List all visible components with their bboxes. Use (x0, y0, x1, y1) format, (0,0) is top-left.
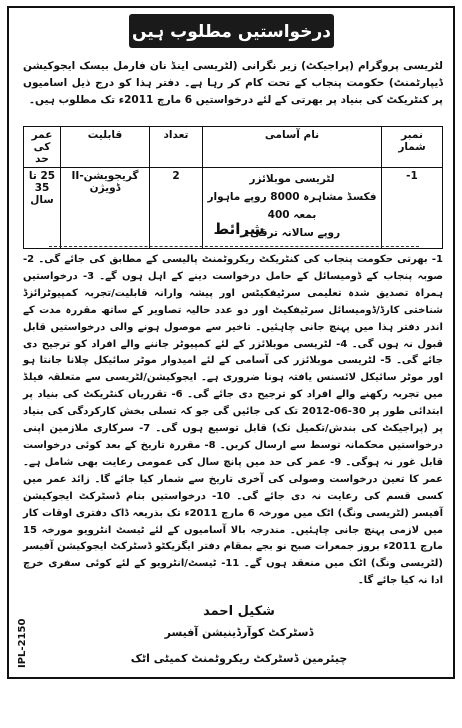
post-salary: فکسڈ مشاہرہ 8000 روپے ماہوار بمعہ 400 (207, 191, 377, 221)
cell-qualification: گریجویشن-II ڈویژن (61, 168, 150, 249)
terms-divider (49, 246, 419, 247)
signatory-name: شکیل احمد (203, 604, 275, 619)
header-count: تعداد (150, 127, 203, 168)
advertisement-page (7, 6, 455, 679)
cell-serial: 1- (382, 168, 443, 249)
advertisement-title: درخواستیں مطلوب ہیں (129, 14, 334, 48)
reference-code-wrapper (17, 618, 31, 728)
reference-code: IPL-2150 (17, 618, 28, 668)
header-serial: نمبر شمار (382, 127, 443, 168)
signatory-designation: ڈسٹرکٹ کوآرڈینیشن آفیسر (164, 626, 314, 639)
terms-heading: شرائط (213, 220, 265, 238)
cell-count: 2 (150, 168, 203, 249)
header-age-limit: عمر کی حد (24, 127, 61, 168)
post-title: لٹریسی موبلائزر (249, 173, 335, 185)
signatory-committee: چیئرمین ڈسٹرکٹ ریکروٹمنٹ کمیٹی اٹک (130, 652, 348, 665)
posts-table-header-row (24, 127, 443, 168)
intro-paragraph: لٹریسی پروگرام (پراجیکٹ) زیر نگرانی (لٹریسی اینڈ نان فارمل بیسک ایجوکیشن ڈیپارٹمنٹ) حکومت پنجاب کے تحت کام کر رہا ہے۔ دفتر ہذا کو درج ذیل اسامیوں پر کنٹریکٹ کی بنیاد پر بھرتی کے لئے درخواستیں 6 مارچ 2011ء تک مطلوب ہیں۔ (23, 60, 443, 106)
terms-paragraph: 1- بھرتی حکومت پنجاب کی کنٹریکٹ ریکروٹمنٹ پالیسی کے مطابق کی جائے گی۔ 2- صوبہ پنجاب کے ڈومیسائل کے حامل درخواست دینے کے اہل ہوں گے۔ 3- درخواستیں ہمراہ تصدیق شدہ تعلیمی سرٹیفکیٹس اور پیشہ وارانہ قابلیت/تجربہ کمپیوٹرائزڈ شناختی کارڈ/ڈومیسائل سرٹیفکیٹ اور دو عدد حالیہ تصاویر کے ساتھ مقررہ مدت کے اندر دفتر ہذا میں پہنچ جانی چاہئیں۔ تاخیر سے موصول ہونے والی درخواستیں قابل قبول نہ ہوں گی۔ 4- لٹریسی موبلائزر کے لئے کمپیوٹر جاننے والے افراد کو ترجیح دی جائے گی۔ 5- لٹریسی موبلائزر کی آسامی کے لئے امیدوار موٹر سائیکل چلانا جانتا ہو اور موٹر سائیکل لائسنس یافتہ ہونا ضروری ہے۔ ایجوکیشن/لٹریسی سے متعلقہ فیلڈ میں تجربہ رکھنے والے افراد کو ترجیح دی جائے گی۔ 6- تقرریاں کنٹریکٹ کی بنیاد پر ابتدائی طور پر 30-06-2012 تک کی جائیں گی جو کہ تسلی بخش کارکردگی کی بنیاد پر (پراجیکٹ کی بندش/تکمیل تک) قابل توسیع ہوں گی۔ 7- سرکاری ملازمین اپنی درخواستیں محکمانہ توسط سے ارسال کریں۔ 8- مقررہ تاریخ کے بعد کوئی درخواست قابل غور نہ ہوگی۔ 9- عمر کی حد میں پانچ سال کی عمومی رعایت بھی شامل ہے۔ عمر کا تعین درخواست وصولی کی آخری تاریخ سے شمار کیا جائے گا۔ زائد عمر میں کسی قسم کی رعایت نہ دی جائے گی۔ 10- درخواستیں بنام ڈسٹرکٹ ایجوکیشن آفیسر (لٹریسی ونگ) اٹک میں مورخہ 6 مارچ 2011ء تک بذریعہ ڈاک دفتری اوقات کار میں لازمی پہنچ جانی چاہئیں۔ مندرجہ بالا آسامیوں کے لئے ٹیسٹ انٹرویو مورخہ 15 مارچ 2011ء بروز جمعرات صبح نو بجے بمقام دفتر ایگزیکٹو ڈسٹرکٹ ایجوکیشن آفیسر (لٹریسی ونگ) اٹک میں منعقد ہوں گے۔ 11- ٹیسٹ/انٹرویو کے لئے کوئی سفری خرچ ادا نہ کیا جائے گا۔ (23, 254, 444, 587)
cell-age-limit: 25 تا 35 سال (24, 168, 61, 249)
header-qualification: قابلیت (61, 127, 150, 168)
post-increment: روپے سالانہ ترقی۔ (243, 227, 341, 239)
header-post-name: نام آسامی (203, 127, 382, 168)
